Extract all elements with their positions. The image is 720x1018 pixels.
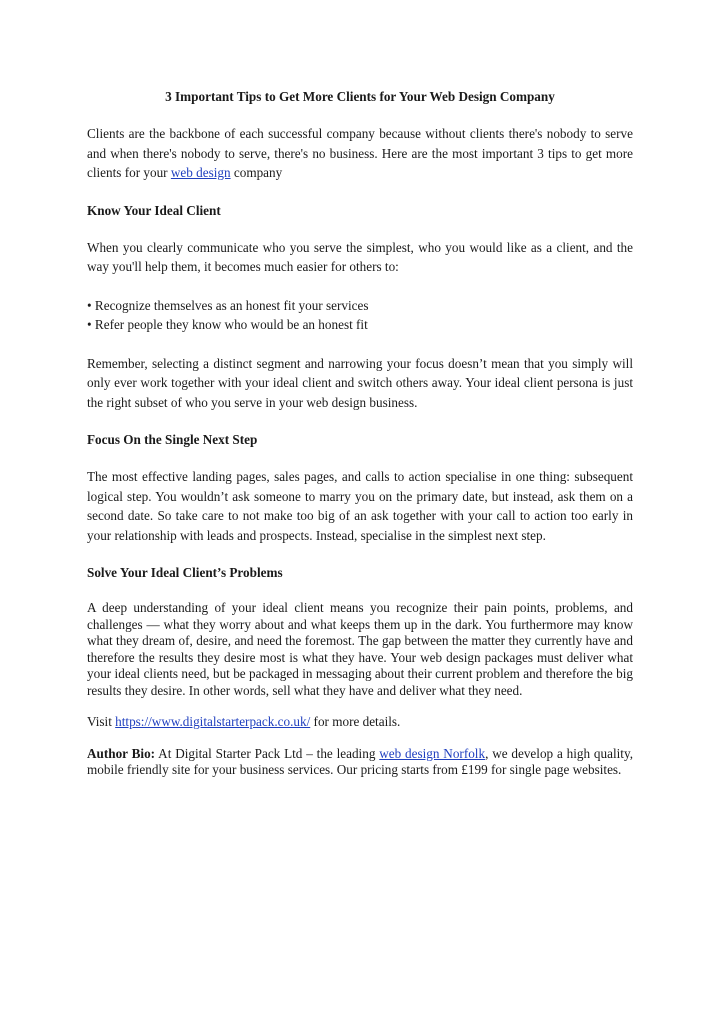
- web-design-norfolk-link[interactable]: web design Norfolk: [379, 745, 486, 761]
- visit-text-end: for more details.: [310, 714, 401, 729]
- remember-paragraph: Remember, selecting a distinct segment and narrowing your focus doesn’t mean that you simply will only ever work together with your ideal client and switch others away. Your ideal client persona is just the right subset of who you serve in your web design business.: [87, 355, 633, 410]
- next-step-paragraph: The most effective landing pages, sales pages, and calls to action specialise in one thing: subsequent logical step. You wouldn’t ask someone to marry you on the primary date, but instead, ask them on a second date. So take care to not make too big of an ask together with your call to action too early in your relationship with leads and prospects. Instead, specialise in the simplest next step.: [87, 469, 633, 543]
- list-item: • Recognize themselves as an honest fit your services: [87, 297, 369, 313]
- section-heading-next-step: Focus On the Single Next Step: [87, 432, 258, 447]
- section-heading-know-client: Know Your Ideal Client: [87, 202, 221, 218]
- list-item: • Refer people they know who would be an honest fit: [87, 317, 368, 332]
- author-bio-text-end: , we develop a high quality, mobile friendly site for your business services. Our pricing starts from £199 for single page websites.: [87, 745, 633, 777]
- intro-paragraph: [87, 124, 633, 183]
- author-bio-text: At Digital Starter Pack Ltd – the leading: [155, 745, 380, 761]
- bullet-list: [87, 296, 633, 335]
- web-design-link[interactable]: web design: [170, 165, 231, 180]
- document-page: [87, 88, 633, 779]
- visit-text: Visit: [87, 714, 116, 729]
- document-title: 3 Important Tips to Get More Clients for Your Web Design Company: [165, 89, 555, 104]
- know-client-paragraph: When you clearly communicate who you serve the simplest, who you would like as a client, and the way you'll help them, it becomes much easier for others to:: [87, 239, 633, 274]
- website-link[interactable]: https://www.digitalstarterpack.co.uk/: [115, 714, 311, 729]
- section-heading-solve-problems: Solve Your Ideal Client’s Problems: [87, 565, 283, 580]
- author-bio-paragraph: [87, 746, 633, 779]
- intro-text: Clients are the backbone of each successful company because without clients there's nobody to serve and when there's nobody to serve, there's no business. Here are the most important 3 tips to get more clients for your: [87, 126, 633, 180]
- intro-text-end: company: [230, 165, 283, 180]
- author-bio-label: Author Bio:: [87, 745, 156, 761]
- solve-problems-paragraph: A deep understanding of your ideal client means you recognize their pain points, problems, and challenges — what they worry about and what keeps them up in the dark. You furthermore may know what they dream of, desire, and need the foremost. The gap between the matter they currently have and therefore the results they desire most is what they have. Your web design packages must deliver what your ideal clients need, but be packaged in messaging about their current problem and therefore the big results they desire. In other words, sell what they have and deliver what they need.: [87, 600, 633, 698]
- visit-paragraph: [87, 714, 633, 731]
